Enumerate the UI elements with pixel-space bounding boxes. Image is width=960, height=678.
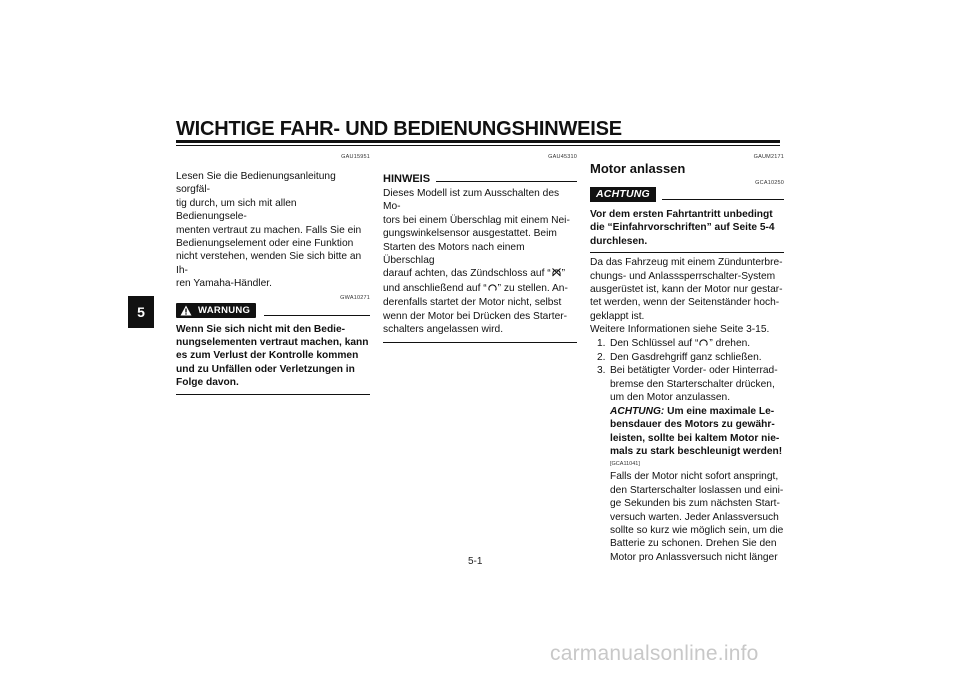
text-line: die “Einfahrvorschriften” auf Seite 5-4 bbox=[590, 222, 775, 234]
text-line bbox=[383, 267, 577, 281]
warning-end-rule bbox=[176, 394, 370, 395]
text-line bbox=[383, 310, 577, 323]
text-line: Folge davon. bbox=[176, 377, 239, 389]
watermark: carmanualsonline.info bbox=[550, 642, 759, 665]
achtung-header bbox=[590, 187, 784, 202]
text-line: Falls der Motor nicht sofort anspringt, bbox=[610, 471, 779, 483]
reference-code: GAU15951 bbox=[341, 154, 370, 160]
step-text: Den Gasdrehgriff ganz schließen. bbox=[610, 352, 762, 364]
warning-text bbox=[176, 323, 370, 390]
step-number: 3. bbox=[597, 365, 606, 377]
text-line: Batterie zu schonen. Drehen Sie den bbox=[610, 538, 777, 550]
ignition-on-icon bbox=[698, 337, 709, 351]
title-rule-thin bbox=[176, 145, 780, 146]
step-text: Den Schlüssel auf “ bbox=[610, 337, 699, 349]
hinweis-label: HINWEIS bbox=[383, 173, 431, 185]
text-line: Bedienungselement oder eine Funktion bbox=[176, 238, 354, 250]
step-text: ” drehen. bbox=[709, 337, 751, 349]
text-line bbox=[383, 187, 577, 214]
achtung-code: GCA10250 bbox=[755, 180, 784, 186]
achtung-end-rule bbox=[590, 252, 784, 253]
text-line: nicht verstehen, wenden Sie sich bitte an Ih- bbox=[176, 251, 362, 276]
list-item bbox=[590, 351, 784, 364]
text-line bbox=[383, 282, 577, 296]
caution-label: ACHTUNG: bbox=[610, 405, 665, 417]
text-segment: schalters angelassen wird. bbox=[383, 324, 504, 336]
text-line: bensdauer des Motors zu gewähr- bbox=[610, 419, 775, 431]
achtung-text bbox=[590, 208, 784, 248]
text-line: Weitere Informationen siehe Seite 3-15. bbox=[590, 324, 770, 336]
text-line: Motor pro Anlassversuch nicht länger bbox=[610, 551, 778, 563]
text-line bbox=[383, 241, 577, 268]
achtung-badge: ACHTUNG bbox=[590, 187, 656, 202]
hinweis-rule bbox=[436, 181, 577, 182]
reference-code: [GCA11041] bbox=[610, 461, 640, 468]
section-title: Motor anlassen bbox=[590, 161, 686, 176]
text-line: um den Motor anzulassen. bbox=[610, 392, 731, 404]
text-segment: wenn der Motor bei Drücken des Starter- bbox=[383, 310, 568, 322]
text-line: durchlesen. bbox=[590, 235, 648, 247]
text-segment: und anschließend auf “ bbox=[383, 282, 487, 294]
text-line: den Starterschalter loslassen und eini- bbox=[610, 484, 784, 496]
step-number: 1. bbox=[597, 337, 606, 349]
warning-triangle-icon bbox=[180, 305, 192, 316]
text-segment: ” bbox=[561, 268, 566, 280]
reference-code: GAU45310 bbox=[548, 154, 577, 160]
text-line bbox=[383, 214, 577, 227]
text-line: bremse den Starterschalter drücken, bbox=[610, 378, 775, 390]
text-line: Lesen Sie die Bedienungsanleitung sorgfäl- bbox=[176, 171, 336, 196]
text-line bbox=[383, 227, 577, 240]
step-number: 2. bbox=[597, 352, 606, 364]
reference-code: GAUM2171 bbox=[753, 154, 784, 160]
text-line bbox=[383, 296, 577, 309]
text-segment: Dieses Modell ist zum Ausschalten des Mo- bbox=[383, 188, 560, 213]
warning-badge bbox=[176, 303, 256, 318]
ignition-off-icon bbox=[551, 267, 562, 281]
page-title: WICHTIGE FAHR- UND BEDIENUNGSHINWEISE bbox=[176, 118, 622, 140]
hinweis-end-rule bbox=[383, 342, 577, 343]
text-line: leisten, sollte bei kaltem Motor nie- bbox=[610, 432, 780, 444]
column-1 bbox=[176, 154, 370, 395]
warning-label: WARNUNG bbox=[198, 304, 251, 316]
chapter-tab: 5 bbox=[128, 296, 154, 328]
title-rule bbox=[176, 140, 780, 143]
text-segment: ” zu stellen. An- bbox=[497, 282, 568, 294]
text-line: tig durch, um sich mit allen Bedienungsele- bbox=[176, 197, 297, 223]
text-line: Da das Fahrzeug mit einem Zündunterbre- bbox=[590, 257, 783, 269]
hinweis-text bbox=[383, 187, 577, 336]
page-number: 5-1 bbox=[468, 556, 483, 567]
text-line: Wenn Sie sich nicht mit den Bedie- bbox=[176, 323, 346, 335]
ignition-on-icon bbox=[487, 282, 498, 296]
warning-rule bbox=[264, 315, 370, 316]
warning-header bbox=[176, 303, 370, 318]
text-segment: Starten des Motors nach einem Überschlag bbox=[383, 241, 525, 267]
list-item bbox=[590, 337, 784, 351]
text-line: Vor dem ersten Fahrtantritt unbedingt bbox=[590, 209, 773, 220]
text-line bbox=[383, 323, 577, 336]
hinweis-header bbox=[383, 173, 577, 185]
text-segment: gungswinkelsensor ausgestattet. Beim bbox=[383, 228, 557, 240]
text-line: tet werden, wenn der Seitenständer hoch- bbox=[590, 297, 780, 309]
start-paragraph bbox=[590, 256, 784, 336]
text-line: nungselementen vertraut machen, kann bbox=[176, 337, 369, 349]
text-line: menten vertraut zu machen. Falls Sie ein bbox=[176, 224, 362, 236]
text-line: chungs- und Anlasssperrschalter-System bbox=[590, 270, 776, 282]
column-3 bbox=[590, 154, 784, 564]
warning-code: GWA10271 bbox=[340, 294, 370, 301]
text-line: ausgerüstet ist, kann der Motor nur gestar- bbox=[590, 284, 783, 296]
text-line: versuch warten. Jeder Anlassversuch bbox=[610, 511, 779, 523]
achtung-rule bbox=[662, 199, 784, 200]
text-segment: derenfalls startet der Motor nicht, selbst bbox=[383, 297, 562, 309]
text-segment: darauf achten, das Zündschloss auf “ bbox=[383, 268, 551, 280]
intro-paragraph bbox=[176, 170, 370, 291]
text-line: Bei betätigter Vorder- oder Hinterrad- bbox=[610, 365, 778, 377]
text-line: sollte so kurz wie möglich sein, um die bbox=[610, 524, 784, 536]
text-line: ge Sekunden bis zum nächsten Start- bbox=[610, 498, 780, 510]
start-steps bbox=[590, 337, 784, 565]
step-caution bbox=[610, 405, 784, 459]
list-item bbox=[590, 364, 784, 564]
text-segment: tors bei einem Überschlag mit einem Nei- bbox=[383, 214, 570, 226]
text-line: und zu Unfällen oder Verletzungen in bbox=[176, 363, 355, 375]
text-line: Um eine maximale Le- bbox=[667, 405, 775, 417]
text-line: mals zu stark beschleunigt werden! bbox=[610, 445, 783, 457]
column-2 bbox=[383, 154, 577, 343]
text-line: geklappt ist. bbox=[590, 310, 645, 322]
text-line: ren Yamaha-Händler. bbox=[176, 278, 272, 290]
text-line: es zum Verlust der Kontrolle kommen bbox=[176, 350, 359, 362]
